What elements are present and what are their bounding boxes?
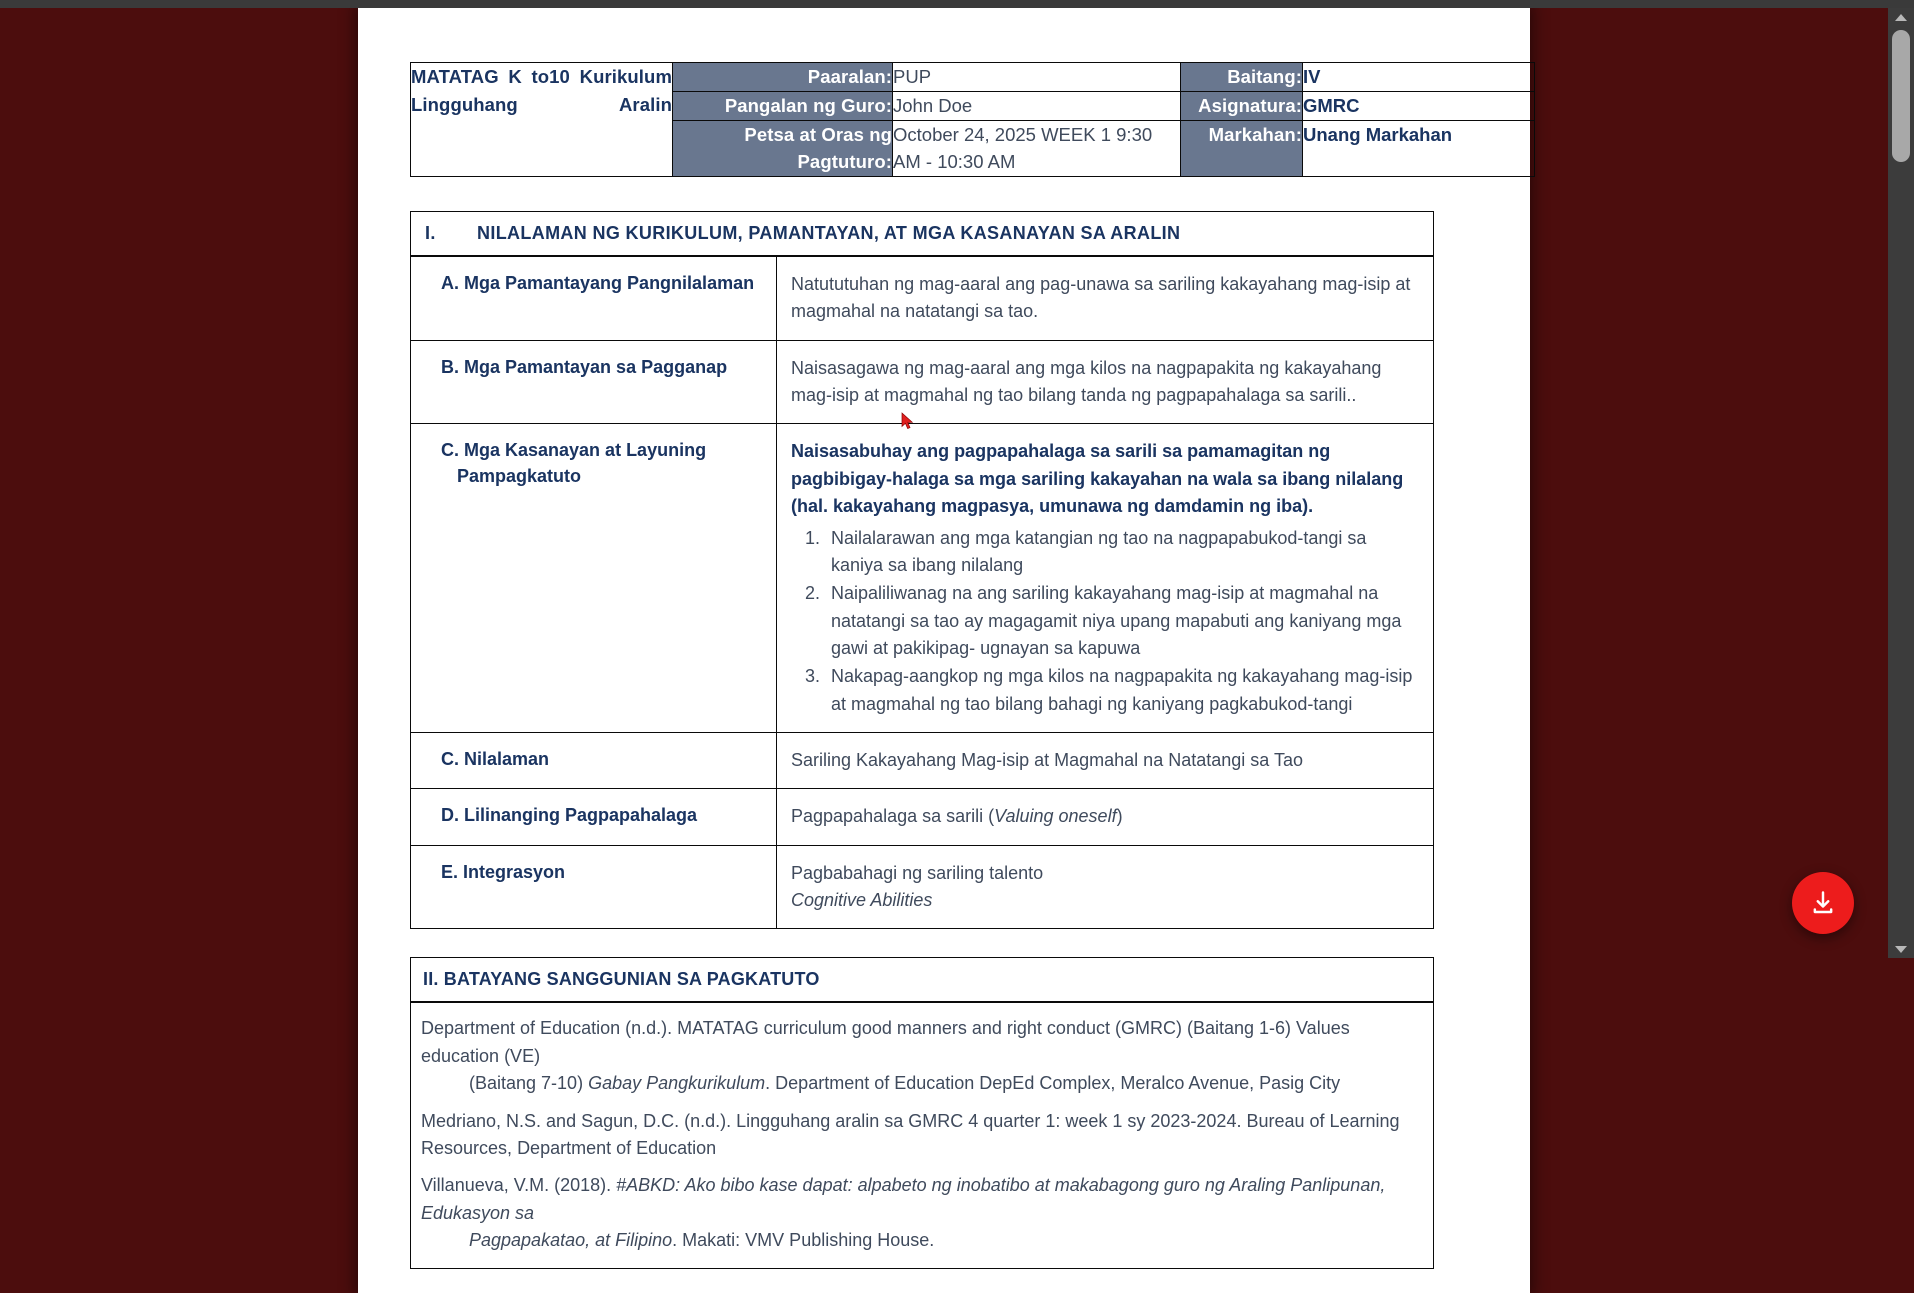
section-one-roman: I.: [425, 223, 436, 243]
browser-top-strip: [0, 0, 1914, 8]
value-pangalan-ng-guro: John Doe: [893, 91, 1181, 120]
reference-entry: [421, 1172, 1419, 1254]
label-asignatura: Asignatura:: [1181, 91, 1303, 120]
ref1-line2-plain-b: . Department of Education DepEd Complex, Meralco Avenue, Pasig City: [765, 1073, 1341, 1094]
value-asignatura: GMRC: [1303, 91, 1535, 120]
label-petsa-at-oras: Petsa at Oras ng Pagtuturo:: [673, 120, 893, 177]
row-pamantayan-sa-pagganap: [411, 340, 1434, 424]
ref2-line2: Department of Education: [517, 1137, 717, 1158]
ref1-line1: Department of Education (n.d.). MATATAG curriculum good manners and right conduct (GMRC) (Baitang 1-6) Values education (VE): [421, 1018, 1350, 1066]
section-one-body-table: [410, 256, 1434, 929]
label-d-lilinanging-pagpapahalaga: D. Lilinanging Pagpapahalaga: [411, 789, 777, 845]
c-lead-statement: Naisasabuhay ang pagpapahalaga sa sarili sa pamamagitan ng pagbibigay-halaga sa mga sariling kakayahan na wala sa ibang nilalang (hal. kakayahang magpasya, umunawa ng damdamin ng iba).: [791, 441, 1404, 517]
body-c-nilalaman: Sariling Kakayahang Mag-isip at Magmahal na Natatangi sa Tao: [777, 733, 1434, 789]
list-item: 2. Naipaliliwanag na ang sariling kakayahang mag-isip at magmahal na natatangi sa tao ay magagamit niya upang mapabuti ang kaniyang mga gawi at pakikipag- ugnayan sa kapuwa: [825, 580, 1417, 662]
section-one-heading-table: [410, 211, 1434, 256]
ref3-line1-italic: #ABKD: Ako bibo kase dapat: alpabeto ng inobatibo at makabagong guro ng Araling Panlipunan, Edukasyon sa: [421, 1175, 1386, 1223]
ref2-line1: Medriano, N.S. and Sagun, D.C. (n.d.). Lingguhang aralin sa GMRC 4 quarter 1: week 1 sy 2023-2024. Bureau of Learning Resources,: [421, 1110, 1400, 1158]
ref1-line2: [421, 1070, 1419, 1097]
label-paaralan: Paaralan:: [673, 63, 893, 92]
reference-entry: [421, 1108, 1419, 1163]
row-lilinanging-pagpapahalaga: [411, 789, 1434, 845]
references-cell: [411, 1003, 1434, 1269]
vertical-scrollbar[interactable]: [1888, 8, 1914, 958]
ref3-line2-plain: . Makati: VMV Publishing House.: [672, 1229, 935, 1250]
download-button[interactable]: [1792, 872, 1854, 934]
ref3-line1-plain: Villanueva, V.M. (2018).: [421, 1175, 617, 1196]
body-a-pamantayang-pangnilalaman: Natututuhan ng mag-aaral ang pag-unawa sa sariling kakayahang mag-isip at magmahal na natatangi sa tao.: [777, 257, 1434, 341]
row-pamantayang-pangnilalaman: [411, 257, 1434, 341]
label-baitang: Baitang:: [1181, 63, 1303, 92]
info-row-1: [411, 63, 1535, 92]
section-one-title: NILALAMAN NG KURIKULUM, PAMANTAYAN, AT MGA KASANAYAN SA ARALIN: [477, 223, 1181, 243]
document-viewer: [0, 8, 1888, 1250]
value-baitang: IV: [1303, 63, 1535, 92]
body-d-lilinanging-pagpapahalaga: [777, 789, 1434, 845]
d-body-plain: Pagpapahalaga sa sarili (: [791, 806, 995, 827]
section-one-heading-cell: [411, 212, 1434, 256]
matatag-brand-cell: MATATAG K to10 Kurikulum Lingguhang Aralin: [411, 63, 673, 177]
body-c-kasanayan-pampagkatuto: [777, 424, 1434, 733]
label-c-kasanayan-pampagkatuto: [411, 424, 777, 733]
c-objectives-list: [825, 525, 1417, 719]
label-c-line2: Pampagkatuto: [457, 465, 582, 486]
label-b-pamantayan-sa-pagganap: B. Mga Pamantayan sa Pagganap: [411, 340, 777, 424]
scroll-up-arrow-icon[interactable]: [1888, 8, 1914, 26]
label-markahan: Markahan:: [1181, 120, 1303, 177]
ref3-line2-italic: Pagpapakatao, at Filipino: [469, 1229, 673, 1250]
ref1-line2-plain-a: (Baitang 7-10): [469, 1073, 589, 1094]
value-markahan: Unang Markahan: [1303, 120, 1535, 177]
value-petsa-at-oras: October 24, 2025 WEEK 1 9:30 AM - 10:30 AM: [893, 120, 1181, 177]
section-two-title: II. BATAYANG SANGGUNIAN SA PAGKATUTO: [411, 958, 1434, 1002]
body-b-pamantayan-sa-pagganap: Naisasagawa ng mag-aaral ang mga kilos na nagpapakita ng kakayahang mag-isip at magmahal ng tao bilang tanda ng pagpapahalaga sa sarili..: [777, 340, 1434, 424]
list-item: 3. Nakapag-aangkop ng mga kilos na nagpapakita ng kakayahang mag-isip at magmahal ng tao bilang bahagi ng kaniyang pagkabukod-tangi: [825, 663, 1417, 718]
lesson-info-table: [410, 62, 1535, 177]
label-a-pamantayang-pangnilalaman: A. Mga Pamantayang Pangnilalaman: [411, 257, 777, 341]
d-body-tail: ): [1116, 806, 1123, 827]
value-paaralan: PUP: [893, 63, 1181, 92]
body-e-integrasyon: [777, 845, 1434, 929]
download-icon: [1809, 889, 1837, 917]
label-c-nilalaman: C. Nilalaman: [411, 733, 777, 789]
ref1-line2-italic: Gabay Pangkurikulum: [588, 1073, 766, 1094]
label-e-integrasyon: E. Integrasyon: [411, 845, 777, 929]
label-pangalan-ng-guro: Pangalan ng Guro:: [673, 91, 893, 120]
section-two-heading-table: [410, 957, 1434, 1002]
list-item: 1. Nailalarawan ang mga katangian ng tao na nagpapabukod-tangi sa kaniya sa ibang nilalang: [825, 525, 1417, 580]
row-integrasyon: [411, 845, 1434, 929]
row-kasanayan-at-layuning-pampagkatuto: [411, 424, 1434, 733]
document-page: [358, 8, 1530, 1293]
scroll-down-arrow-icon[interactable]: [1888, 940, 1914, 958]
scrollbar-thumb[interactable]: [1892, 30, 1910, 162]
section-two-body-table: [410, 1002, 1434, 1269]
d-body-italic: Valuing oneself: [994, 806, 1117, 827]
reference-entry: [421, 1015, 1419, 1097]
ref3-line2: [421, 1227, 1419, 1254]
references-row: [411, 1003, 1434, 1269]
e-body-line2: Cognitive Abilities: [791, 890, 933, 911]
label-c-line1: C. Mga Kasanayan at Layuning: [441, 440, 707, 461]
row-nilalaman: [411, 733, 1434, 789]
section-two-heading-row: [411, 958, 1434, 1002]
e-body-line1: Pagbabahagi ng sariling talento: [791, 862, 1044, 883]
section-one-heading-row: [411, 212, 1434, 256]
